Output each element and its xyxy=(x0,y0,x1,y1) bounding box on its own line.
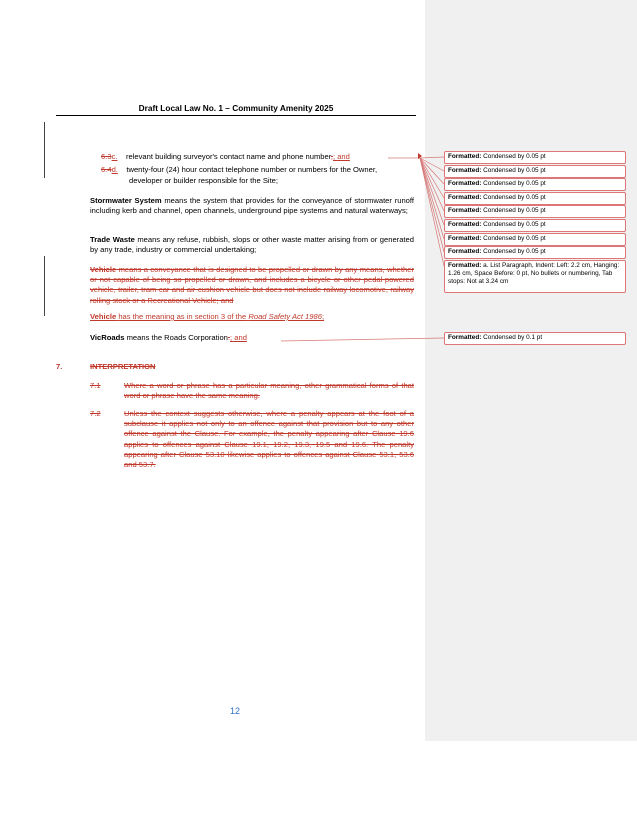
clause-7-2: Unless the context suggests otherwise, where a penalty appears at the foot of a subclause it applies not only to an offence against that provision but to any other offence against the Clause. For example, the penalty appearing after Clause 19.6 applies to offences against Clause 19.1, 19.2, 19.3, 19.5 and 19.6. The penalty appearing after Clause 53.10 likewise applies to offences against Clause 53.1, 53.6 and 53.7. xyxy=(124,409,414,470)
comment-label: Formatted: xyxy=(448,167,482,174)
clause-number: 7.2 xyxy=(90,409,101,418)
definition-text: means the Roads Corporation xyxy=(126,333,228,342)
comment-label: Formatted: xyxy=(448,221,482,228)
comment-label: Formatted: xyxy=(448,153,482,160)
comment-text: Condensed by 0.05 pt xyxy=(483,167,546,174)
deleted-comma: , xyxy=(330,152,333,161)
comment-text: Condensed by 0.05 pt xyxy=(483,207,546,214)
term: Trade Waste xyxy=(90,235,135,244)
section-title: INTERPRETATION xyxy=(90,362,156,371)
comment-text: Condensed by 0.05 pt xyxy=(483,194,546,201)
item-text: relevant building surveyor's contact name and phone number xyxy=(125,152,331,161)
comment-label: Formatted: xyxy=(448,194,482,201)
old-number: 6.3 xyxy=(101,152,112,161)
comment-text: a. List Paragraph, Indent: Left: 2.2 cm, Hanging: 1.26 cm, Space Before: 0 pt, No bullets or numbering, Tab stops: Not at 3.24 cm xyxy=(448,262,620,286)
definition-text: means the system that provides for the conveyance of stormwater runoff including kerb and channel, open channels, underground pipe systems and natural waterways; xyxy=(90,196,414,216)
inserted-and: ; and xyxy=(332,152,350,161)
page-header: Draft Local Law No. 1 – Community Amenity 2025 xyxy=(138,103,334,113)
inserted-and: ; and xyxy=(230,333,247,342)
item-text: twenty-four (24) hour contact telephone number or numbers for the Owner, xyxy=(126,165,378,174)
definition-text: means a conveyance that is designed to be propelled or drawn by any means, whether or not capable of being so propelled or drawn, and includes a bicycle or other pedal-powered vehicle, trailer, tram-car and air-cushion vehicle but does not include railway locomotive, railway rolling stock or a Recreational Vehicle; and xyxy=(90,265,414,305)
new-number: c. xyxy=(111,152,118,161)
definition-text: has the meaning as in section 3 of the xyxy=(118,312,247,321)
comment-text: Condensed by 0.05 pt xyxy=(483,221,546,228)
comment-balloon[interactable] xyxy=(444,165,626,178)
comment-text: Condensed by 0.05 pt xyxy=(483,180,546,187)
term: VicRoads xyxy=(90,333,125,342)
comment-label: Formatted: xyxy=(448,235,482,242)
list-item-d-cont: developer or builder responsible for the Site; xyxy=(129,176,279,185)
comment-text: Condensed by 0.05 pt xyxy=(483,153,546,160)
old-number: 6.4 xyxy=(101,165,112,174)
comment-label: Formatted: xyxy=(448,334,482,341)
deleted-period: . xyxy=(227,333,231,342)
comment-label: Formatted: xyxy=(448,262,482,269)
comment-balloon[interactable] xyxy=(444,192,626,205)
term: Vehicle xyxy=(90,265,117,274)
comment-label: Formatted: xyxy=(448,248,482,255)
comment-text: Condensed by 0.05 pt xyxy=(483,248,546,255)
term: Vehicle xyxy=(90,312,117,321)
comment-label: Formatted: xyxy=(448,207,482,214)
definition-text: means any refuse, rubbish, slops or other waste matter arising from or generated by any trade, industry or commercial undertaking; xyxy=(90,235,414,255)
term: Stormwater System xyxy=(90,196,162,205)
comment-text: Condensed by 0.05 pt xyxy=(483,235,546,242)
new-number: d. xyxy=(111,165,118,174)
comment-balloon[interactable] xyxy=(444,178,626,191)
comment-balloon[interactable] xyxy=(444,205,626,218)
act-name: Road Safety Act 1986 xyxy=(248,312,322,321)
comment-balloon[interactable] xyxy=(444,233,626,246)
comment-text: Condensed by 0.1 pt xyxy=(483,334,543,341)
comment-balloon[interactable] xyxy=(444,219,626,232)
comment-balloon[interactable] xyxy=(444,246,626,259)
section-number: 7. xyxy=(56,362,63,371)
clause-7-1: Where a word or phrase has a particular meaning, other grammatical forms of that word or phrase have the same meaning. xyxy=(124,381,414,401)
comment-balloon[interactable] xyxy=(444,332,626,345)
punct: ; xyxy=(321,312,325,321)
comment-balloon[interactable] xyxy=(444,151,626,164)
page-number: 12 xyxy=(229,706,240,716)
clause-number: 7.1 xyxy=(90,381,101,390)
comment-label: Formatted: xyxy=(448,180,482,187)
comment-balloon[interactable] xyxy=(444,260,626,293)
